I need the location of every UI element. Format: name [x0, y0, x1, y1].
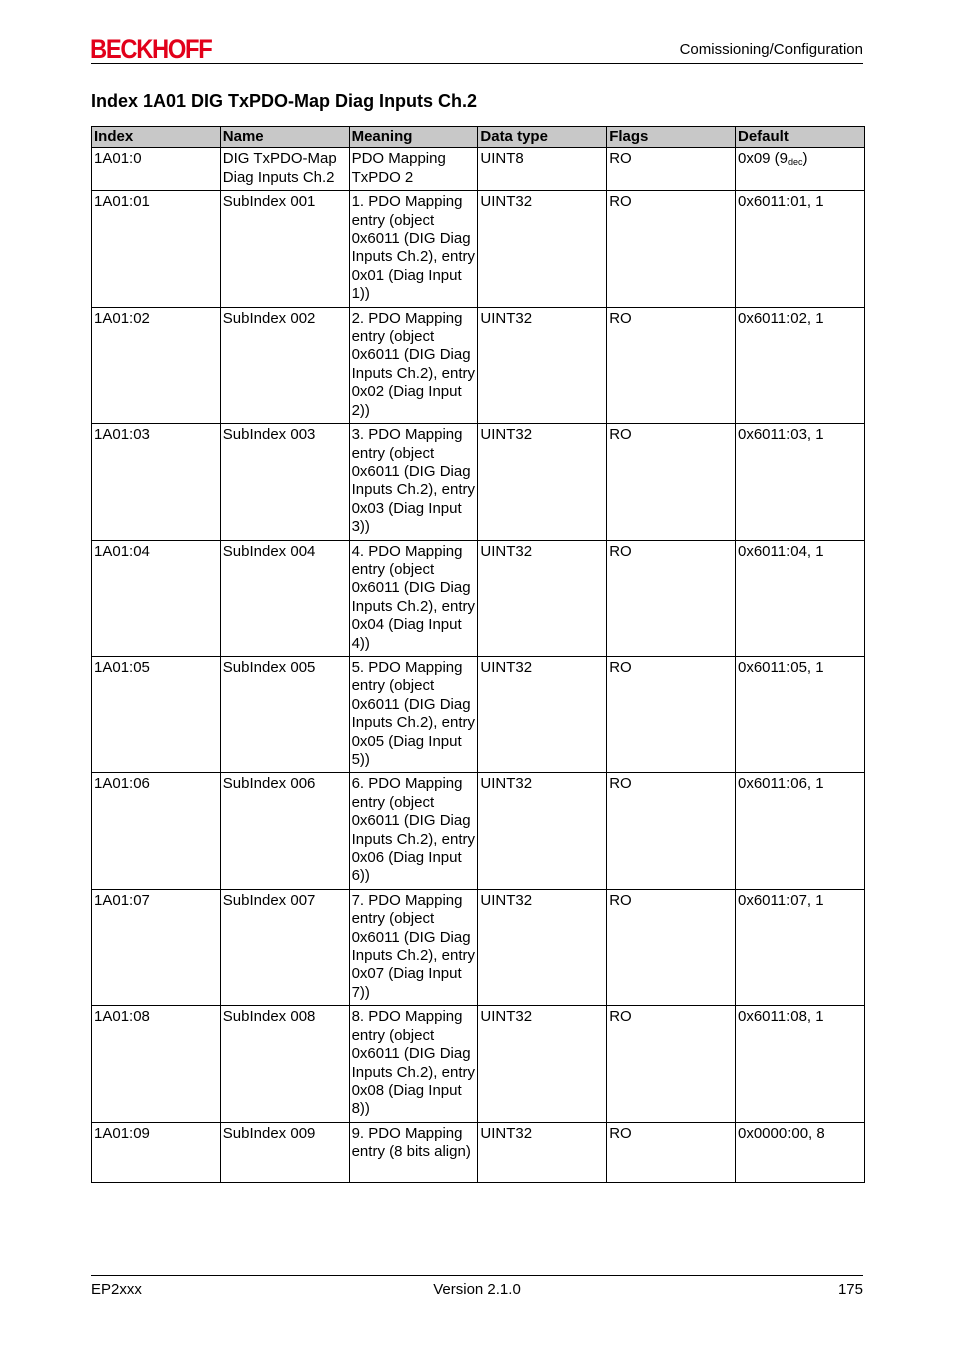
cell-meaning: 5. PDO Mapping entry (object 0x6011 (DIG Diag Inputs Ch.2), entry 0x05 (Diag Input 5)): [349, 656, 478, 772]
table-row: [92, 424, 865, 540]
cell-meaning: 2. PDO Mapping entry (object 0x6011 (DIG Diag Inputs Ch.2), entry 0x02 (Diag Input 2)): [349, 307, 478, 423]
table-row: [92, 1006, 865, 1122]
cell-meaning: 4. PDO Mapping entry (object 0x6011 (DIG Diag Inputs Ch.2), entry 0x04 (Diag Input 4)): [349, 540, 478, 656]
footer-page-number: 175: [837, 1281, 863, 1298]
cell-index: 1A01:09: [92, 1122, 221, 1182]
cell-flags: RO: [607, 307, 736, 423]
cell-data-type: UINT32: [478, 889, 607, 1005]
cell-flags: RO: [607, 540, 736, 656]
cell-index: 1A01:08: [92, 1006, 221, 1122]
cell-default: [735, 148, 864, 191]
column-header-meaning: Meaning: [349, 127, 478, 148]
cell-index: 1A01:05: [92, 656, 221, 772]
cell-flags: RO: [607, 1122, 736, 1182]
cell-flags: RO: [607, 656, 736, 772]
cell-default: 0x6011:08, 1: [735, 1006, 864, 1122]
cell-default: 0x6011:02, 1: [735, 307, 864, 423]
cell-flags: RO: [607, 424, 736, 540]
cell-data-type: UINT32: [478, 1006, 607, 1122]
table-header-row: [92, 127, 865, 148]
footer-rule: [91, 1275, 863, 1276]
cell-default: 0x6011:04, 1: [735, 540, 864, 656]
cell-data-type: UINT32: [478, 1122, 607, 1182]
cell-name: SubIndex 009: [220, 1122, 349, 1182]
cell-meaning: 9. PDO Mapping entry (8 bits align): [349, 1122, 478, 1182]
cell-data-type: UINT32: [478, 773, 607, 889]
section-label: Comissioning/Configuration: [679, 41, 863, 58]
footer-product: EP2xxx: [91, 1281, 142, 1298]
default-value-tail: ): [802, 150, 808, 168]
cell-name: DIG TxPDO-Map Diag Inputs Ch.2: [220, 148, 349, 191]
cell-name: SubIndex 004: [220, 540, 349, 656]
column-header-flags: Flags: [607, 127, 736, 148]
table-row: [92, 1122, 865, 1182]
cell-data-type: UINT32: [478, 424, 607, 540]
cell-index: 1A01:04: [92, 540, 221, 656]
object-table: [91, 126, 865, 1183]
cell-data-type: UINT32: [478, 540, 607, 656]
column-header-index: Index: [92, 127, 221, 148]
cell-name: SubIndex 007: [220, 889, 349, 1005]
default-subscript: dec: [788, 157, 803, 168]
cell-meaning: PDO Mapping TxPDO 2: [349, 148, 478, 191]
column-header-name: Name: [220, 127, 349, 148]
cell-name: SubIndex 003: [220, 424, 349, 540]
cell-index: 1A01:0: [92, 148, 221, 191]
cell-meaning: 1. PDO Mapping entry (object 0x6011 (DIG Diag Inputs Ch.2), entry 0x01 (Diag Input 1)): [349, 191, 478, 307]
cell-name: SubIndex 001: [220, 191, 349, 307]
table-row: [92, 889, 865, 1005]
beckhoff-logo: BECKHOFF: [90, 34, 212, 64]
cell-default: 0x6011:05, 1: [735, 656, 864, 772]
cell-name: SubIndex 008: [220, 1006, 349, 1122]
cell-meaning: 3. PDO Mapping entry (object 0x6011 (DIG Diag Inputs Ch.2), entry 0x03 (Diag Input 3)): [349, 424, 478, 540]
column-header-default: Default: [735, 127, 864, 148]
cell-flags: RO: [607, 148, 736, 191]
cell-meaning: 7. PDO Mapping entry (object 0x6011 (DIG Diag Inputs Ch.2), entry 0x07 (Diag Input 7)): [349, 889, 478, 1005]
cell-data-type: UINT8: [478, 148, 607, 191]
cell-index: 1A01:06: [92, 773, 221, 889]
cell-default: 0x6011:06, 1: [735, 773, 864, 889]
cell-index: 1A01:01: [92, 191, 221, 307]
table-row: [92, 540, 865, 656]
cell-index: 1A01:03: [92, 424, 221, 540]
cell-meaning: 8. PDO Mapping entry (object 0x6011 (DIG Diag Inputs Ch.2), entry 0x08 (Diag Input 8)): [349, 1006, 478, 1122]
cell-index: 1A01:02: [92, 307, 221, 423]
cell-flags: RO: [607, 1006, 736, 1122]
cell-meaning: 6. PDO Mapping entry (object 0x6011 (DIG Diag Inputs Ch.2), entry 0x06 (Diag Input 6)): [349, 773, 478, 889]
table-row: [92, 656, 865, 772]
table-row: [92, 773, 865, 889]
cell-default: 0x6011:01, 1: [735, 191, 864, 307]
table-row: [92, 307, 865, 423]
header-rule: [91, 63, 863, 64]
page-title: Index 1A01 DIG TxPDO-Map Diag Inputs Ch.2: [91, 91, 478, 111]
table-row: [92, 148, 865, 191]
cell-data-type: UINT32: [478, 191, 607, 307]
cell-default: 0x6011:03, 1: [735, 424, 864, 540]
cell-name: SubIndex 005: [220, 656, 349, 772]
cell-index: 1A01:07: [92, 889, 221, 1005]
default-value: 0x09 (9: [737, 150, 789, 168]
cell-flags: RO: [607, 191, 736, 307]
cell-name: SubIndex 006: [220, 773, 349, 889]
cell-flags: RO: [607, 773, 736, 889]
cell-name: SubIndex 002: [220, 307, 349, 423]
table-row: [92, 191, 865, 307]
cell-default: 0x0000:00, 8: [735, 1122, 864, 1182]
cell-default: 0x6011:07, 1: [735, 889, 864, 1005]
footer-version: Version 2.1.0: [433, 1281, 521, 1298]
cell-data-type: UINT32: [478, 307, 607, 423]
cell-data-type: UINT32: [478, 656, 607, 772]
column-header-data-type: Data type: [478, 127, 607, 148]
cell-flags: RO: [607, 889, 736, 1005]
